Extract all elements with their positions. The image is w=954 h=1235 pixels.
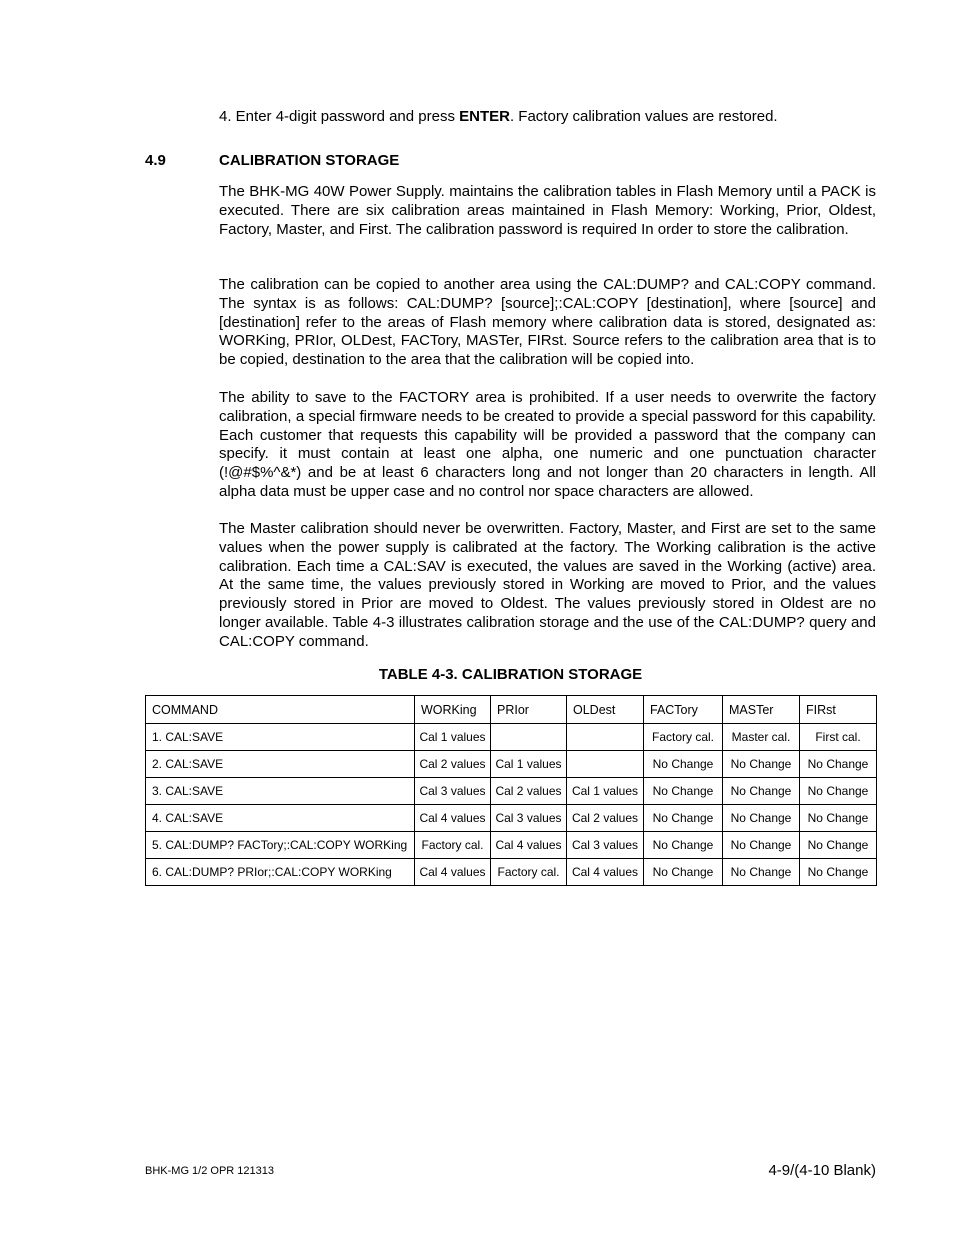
cell-command: 2. CAL:SAVE [146,751,415,778]
section-number: 4.9 [145,152,166,169]
cell-oldest: Cal 2 values [567,805,644,832]
header-working: WORKing [415,696,491,724]
table-row [146,805,877,832]
header-prior: PRIor [491,696,567,724]
cell-oldest: Cal 1 values [567,778,644,805]
cell-master: No Change [723,778,800,805]
cell-factory: No Change [644,751,723,778]
cell-prior: Factory cal. [491,859,567,886]
table-row [146,751,877,778]
cell-command: 1. CAL:SAVE [146,724,415,751]
cell-oldest: Cal 3 values [567,832,644,859]
cell-master: No Change [723,805,800,832]
table-header-row [146,696,877,724]
section-title: CALIBRATION STORAGE [219,152,400,169]
cell-master: No Change [723,832,800,859]
cell-working: Cal 4 values [415,859,491,886]
footer-page-number: 4-9/(4-10 Blank) [768,1162,876,1179]
header-oldest: OLDest [567,696,644,724]
cell-master: No Change [723,751,800,778]
cell-factory: Factory cal. [644,724,723,751]
paragraph-calibration-areas: The BHK-MG 40W Power Supply. maintains the calibration tables in Flash Memory until a PACK is executed. There are six calibration areas maintained in Flash Memory: Working, Prior, Oldest, Factory, Master, and First. The calibration password is required In order to store the calibration. [219,183,876,238]
cell-first: First cal. [800,724,877,751]
cell-command: 5. CAL:DUMP? FACTory;:CAL:COPY WORKing [146,832,415,859]
cell-first: No Change [800,805,877,832]
cell-prior: Cal 4 values [491,832,567,859]
table-row [146,859,877,886]
cell-working: Cal 4 values [415,805,491,832]
cell-factory: No Change [644,859,723,886]
step-4-result: . Factory calibration values are restored. [509,108,778,125]
cell-factory: No Change [644,805,723,832]
cell-working: Cal 1 values [415,724,491,751]
cell-first: No Change [800,778,877,805]
cell-command: 6. CAL:DUMP? PRIor;:CAL:COPY WORKing [146,859,415,886]
cell-master: Master cal. [723,724,800,751]
header-factory: FACTory [644,696,723,724]
cell-first: No Change [800,751,877,778]
cell-oldest [567,751,644,778]
table-row [146,778,877,805]
paragraph-factory-password: The ability to save to the FACTORY area is prohibited. If a user needs to overwrite the factory calibration, a special firmware needs to be created to provide a special password for this capability. Each customer that requests this capability will be provided a password that the company can specify. it must contain at least one alpha, one numeric and one punctuation character (!@#$%^&*) and be at least 6 characters long and not longer than 20 characters in length. All alpha data must be upper case and no control nor space characters are allowed. [219,389,876,500]
cell-prior: Cal 1 values [491,751,567,778]
header-command: COMMAND [146,696,415,724]
cell-command: 3. CAL:SAVE [146,778,415,805]
cell-oldest [567,724,644,751]
cell-factory: No Change [644,778,723,805]
cell-first: No Change [800,832,877,859]
cell-prior: Cal 2 values [491,778,567,805]
table-row [146,832,877,859]
header-master: MASTer [723,696,800,724]
step-4-text: 4. Enter 4-digit password and press [219,108,460,125]
cell-first: No Change [800,859,877,886]
cell-working: Cal 2 values [415,751,491,778]
table-title: TABLE 4-3. CALIBRATION STORAGE [378,666,643,683]
table-row [146,724,877,751]
cell-working: Cal 3 values [415,778,491,805]
cell-factory: No Change [644,832,723,859]
paragraph-master-calibration: The Master calibration should never be overwritten. Factory, Master, and First are set to the same values when the power supply is calibrated at the factory. The Working calibration is the active calibration. Each time a CAL:SAV is executed, the values are saved in the Working (active) area. At the same time, the values previously stored in Working are moved to Prior, and the values previously stored in Prior are moved to Oldest. The values previously stored in Oldest are no longer available. Table 4-3 illustrates calibration storage and the use of the CAL:DUMP? query and CAL:COPY command. [219,520,876,650]
header-first: FIRst [800,696,877,724]
cell-prior [491,724,567,751]
step-4-instruction [219,108,778,126]
cell-master: No Change [723,859,800,886]
cell-prior: Cal 3 values [491,805,567,832]
cell-command: 4. CAL:SAVE [146,805,415,832]
cell-oldest: Cal 4 values [567,859,644,886]
footer-document-id: BHK-MG 1/2 OPR 121313 [145,1165,275,1177]
cell-working: Factory cal. [415,832,491,859]
calibration-storage-table [145,695,877,886]
paragraph-copy-syntax: The calibration can be copied to another area using the CAL:DUMP? and CAL:COPY command. The syntax is as follows: CAL:DUMP? [source];:CAL:COPY [destination], where [source] and [destination] refer to the areas of Flash memory where calibration data is stored, designated as: WORKing, PRIor, OLDest, FACTory, MASTer, FIRst. Source refers to the calibration area that is to be copied, destination to the area that the calibration will be copied into. [219,276,876,369]
enter-key-label: ENTER [459,108,510,125]
